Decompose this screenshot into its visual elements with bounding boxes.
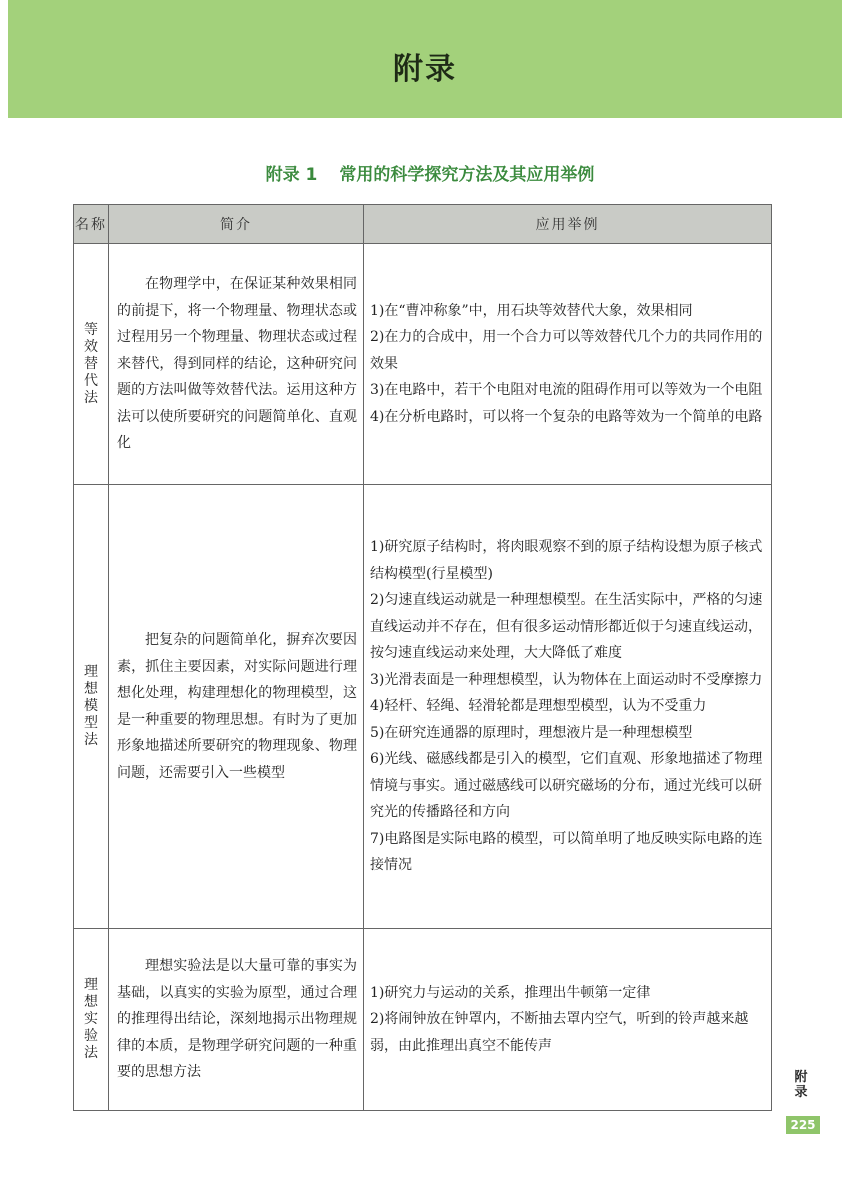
method-name: 理 想 模 型 法	[74, 485, 109, 929]
header-banner	[8, 0, 842, 118]
example-item: 4)轻杆、轻绳、轻滑轮都是理想型模型，认为不受重力	[370, 698, 707, 715]
example-item: 1)研究力与运动的关系，推理出牛顿第一定律	[370, 984, 651, 1001]
table-header-row	[74, 205, 772, 244]
method-examples	[364, 929, 772, 1111]
method-intro: 理想实验法是以大量可靠的事实为基础，以真实的实验为原型，通过合理的推理得出结论，深刻地揭示出物理规律的本质，是物理学研究问题的一种重要的思想方法	[109, 929, 364, 1111]
method-intro: 把复杂的问题简单化，摒弃次要因素，抓住主要因素，对实际问题进行理想化处理，构建理想化的物理模型，这是一种重要的物理思想。有时为了更加形象地描述所要研究的物理现象、物理问题，还需要引入一些模型	[109, 485, 364, 929]
methods-table	[73, 204, 772, 1111]
method-examples	[364, 244, 772, 485]
method-intro: 在物理学中，在保证某种效果相同的前提下，将一个物理量、物理状态或过程用另一个物理量、物理状态或过程来替代，得到同样的结论，这种研究问题的方法叫做等效替代法。运用这种方法可以使所要研究的问题简单化、直观化	[109, 244, 364, 485]
table-row	[74, 244, 772, 485]
example-item: 4)在分析电路时，可以将一个复杂的电路等效为一个简单的电路	[370, 408, 763, 425]
page-title: 附录	[393, 52, 457, 87]
example-item: 2)在力的合成中，用一个合力可以等效替代几个力的共同作用的效果	[370, 329, 763, 372]
method-examples	[364, 485, 772, 929]
header-intro: 简介	[109, 205, 364, 244]
example-item: 5)在研究连通器的原理时，理想液片是一种理想模型	[370, 724, 693, 741]
side-tab-label: 附 录	[794, 1070, 808, 1100]
page-number: 225	[786, 1116, 820, 1134]
example-item: 2)将闹钟放在钟罩内，不断抽去罩内空气，听到的铃声越来越弱，由此推理出真空不能传声	[370, 1011, 749, 1054]
method-name: 理 想 实 验 法	[74, 929, 109, 1111]
example-item: 1)在“曹冲称象”中，用石块等效替代大象，效果相同	[370, 302, 693, 319]
table-row	[74, 485, 772, 929]
header-name: 名称	[74, 205, 109, 244]
appendix-title: 常用的科学探究方法及其应用举例	[339, 165, 595, 185]
example-item: 7)电路图是实际电路的模型，可以简单明了地反映实际电路的连接情况	[370, 830, 763, 874]
example-item: 3)光滑表面是一种理想模型，认为物体在上面运动时不受摩擦力	[370, 671, 763, 688]
example-item: 2)匀速直线运动就是一种理想模型。在生活实际中，严格的匀速直线运动并不存在，但有很多运动情形都近似于匀速直线运动，按匀速直线运动来处理，大大降低了难度	[370, 592, 763, 662]
table-row	[74, 929, 772, 1111]
example-item: 3)在电路中，若干个电阻对电流的阻碍作用可以等效为一个电阻	[370, 382, 763, 399]
example-item: 6)光线、磁感线都是引入的模型，它们直观、形象地描述了物理情境与事实。通过磁感线可以研究磁场的分布，通过光线可以研究光的传播路径和方向	[370, 751, 763, 821]
appendix-heading	[0, 160, 860, 185]
appendix-number: 附录 1	[265, 165, 318, 185]
example-item: 1)研究原子结构时，将肉眼观察不到的原子结构设想为原子核式结构模型(行星模型)	[370, 539, 763, 582]
method-name: 等 效 替 代 法	[74, 244, 109, 485]
header-examples: 应用举例	[364, 205, 772, 244]
